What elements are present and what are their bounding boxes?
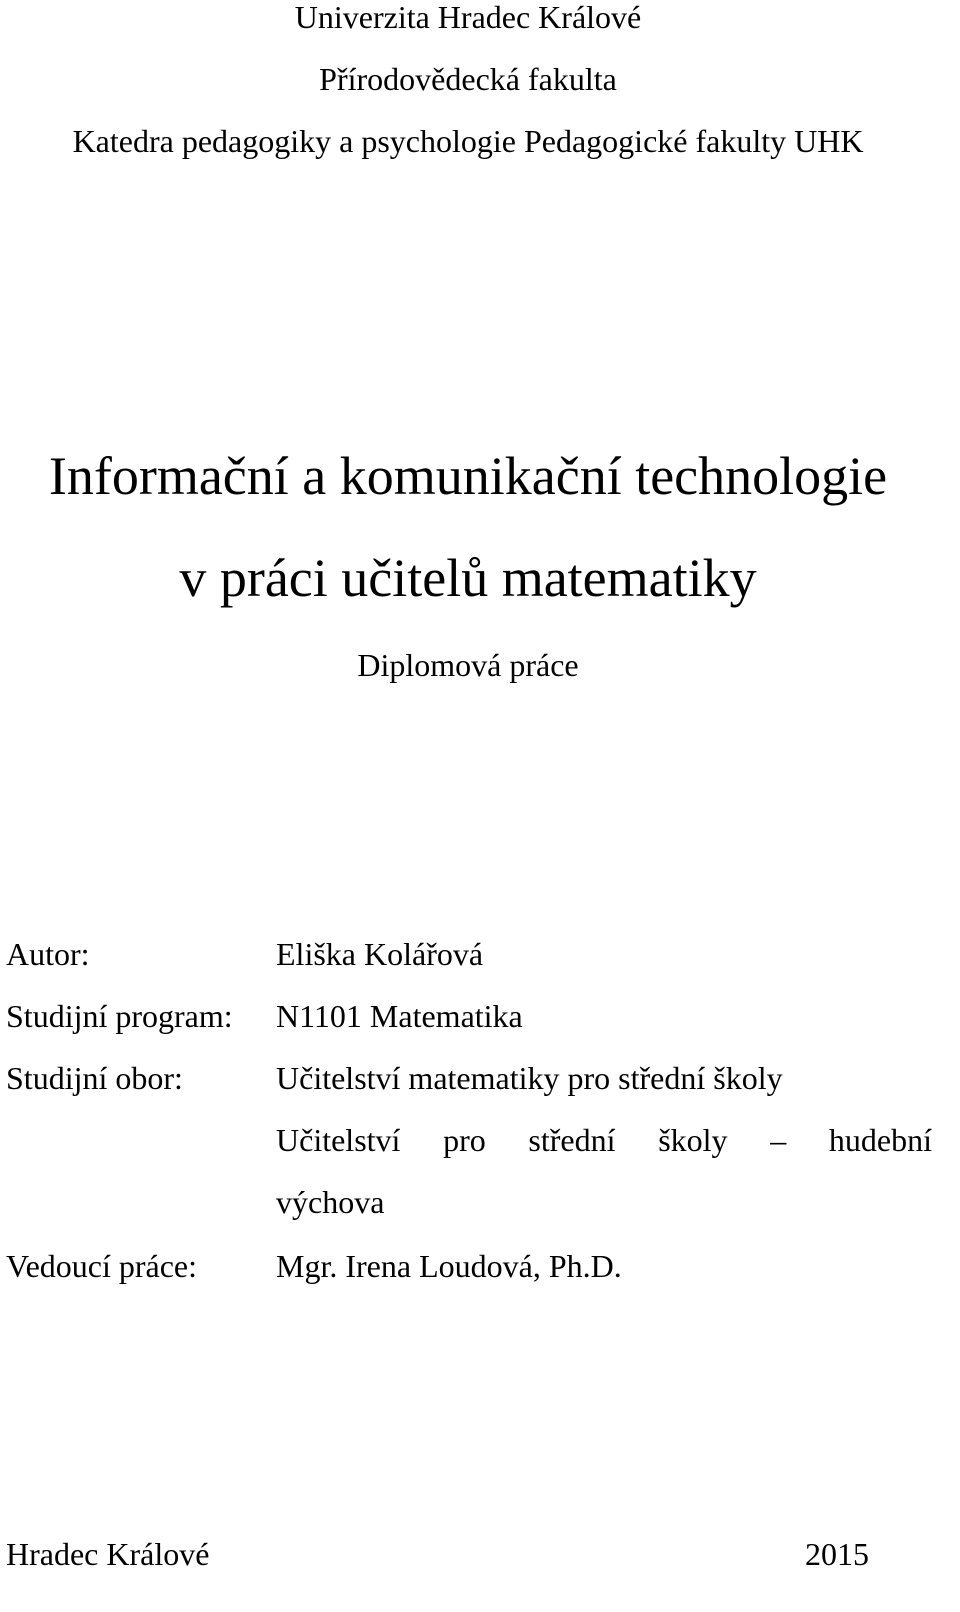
thesis-title-line-1: Informační a komunikační technologie [48,446,888,506]
supervisor-label: Vedoucí práce: [6,1248,198,1284]
footer-year: 2015 [805,1536,869,1572]
program-value: N1101 Matematika [276,998,523,1034]
department-name: Katedra pedagogiky a psychologie Pedagogické fakulty UHK [72,123,864,159]
university-name: Univerzita Hradec Králové [294,0,642,35]
footer-city: Hradec Králové [6,1536,210,1572]
field-label: Studijní obor: [6,1060,183,1096]
field-value-2: Učitelství pro střední školy – hudební [276,1122,932,1158]
thesis-title-line-2: v práci učitelů matematiky [179,548,757,608]
program-label: Studijní program: [6,998,233,1034]
author-label: Autor: [6,936,90,972]
field-value-1: Učitelství matematiky pro střední školy [276,1060,783,1096]
document-type: Diplomová práce [357,647,579,683]
author-value: Eliška Kolářová [276,936,484,972]
supervisor-value: Mgr. Irena Loudová, Ph.D. [276,1248,622,1284]
field-value-3: výchova [276,1184,385,1220]
faculty-name: Přírodovědecká fakulta [319,61,617,97]
